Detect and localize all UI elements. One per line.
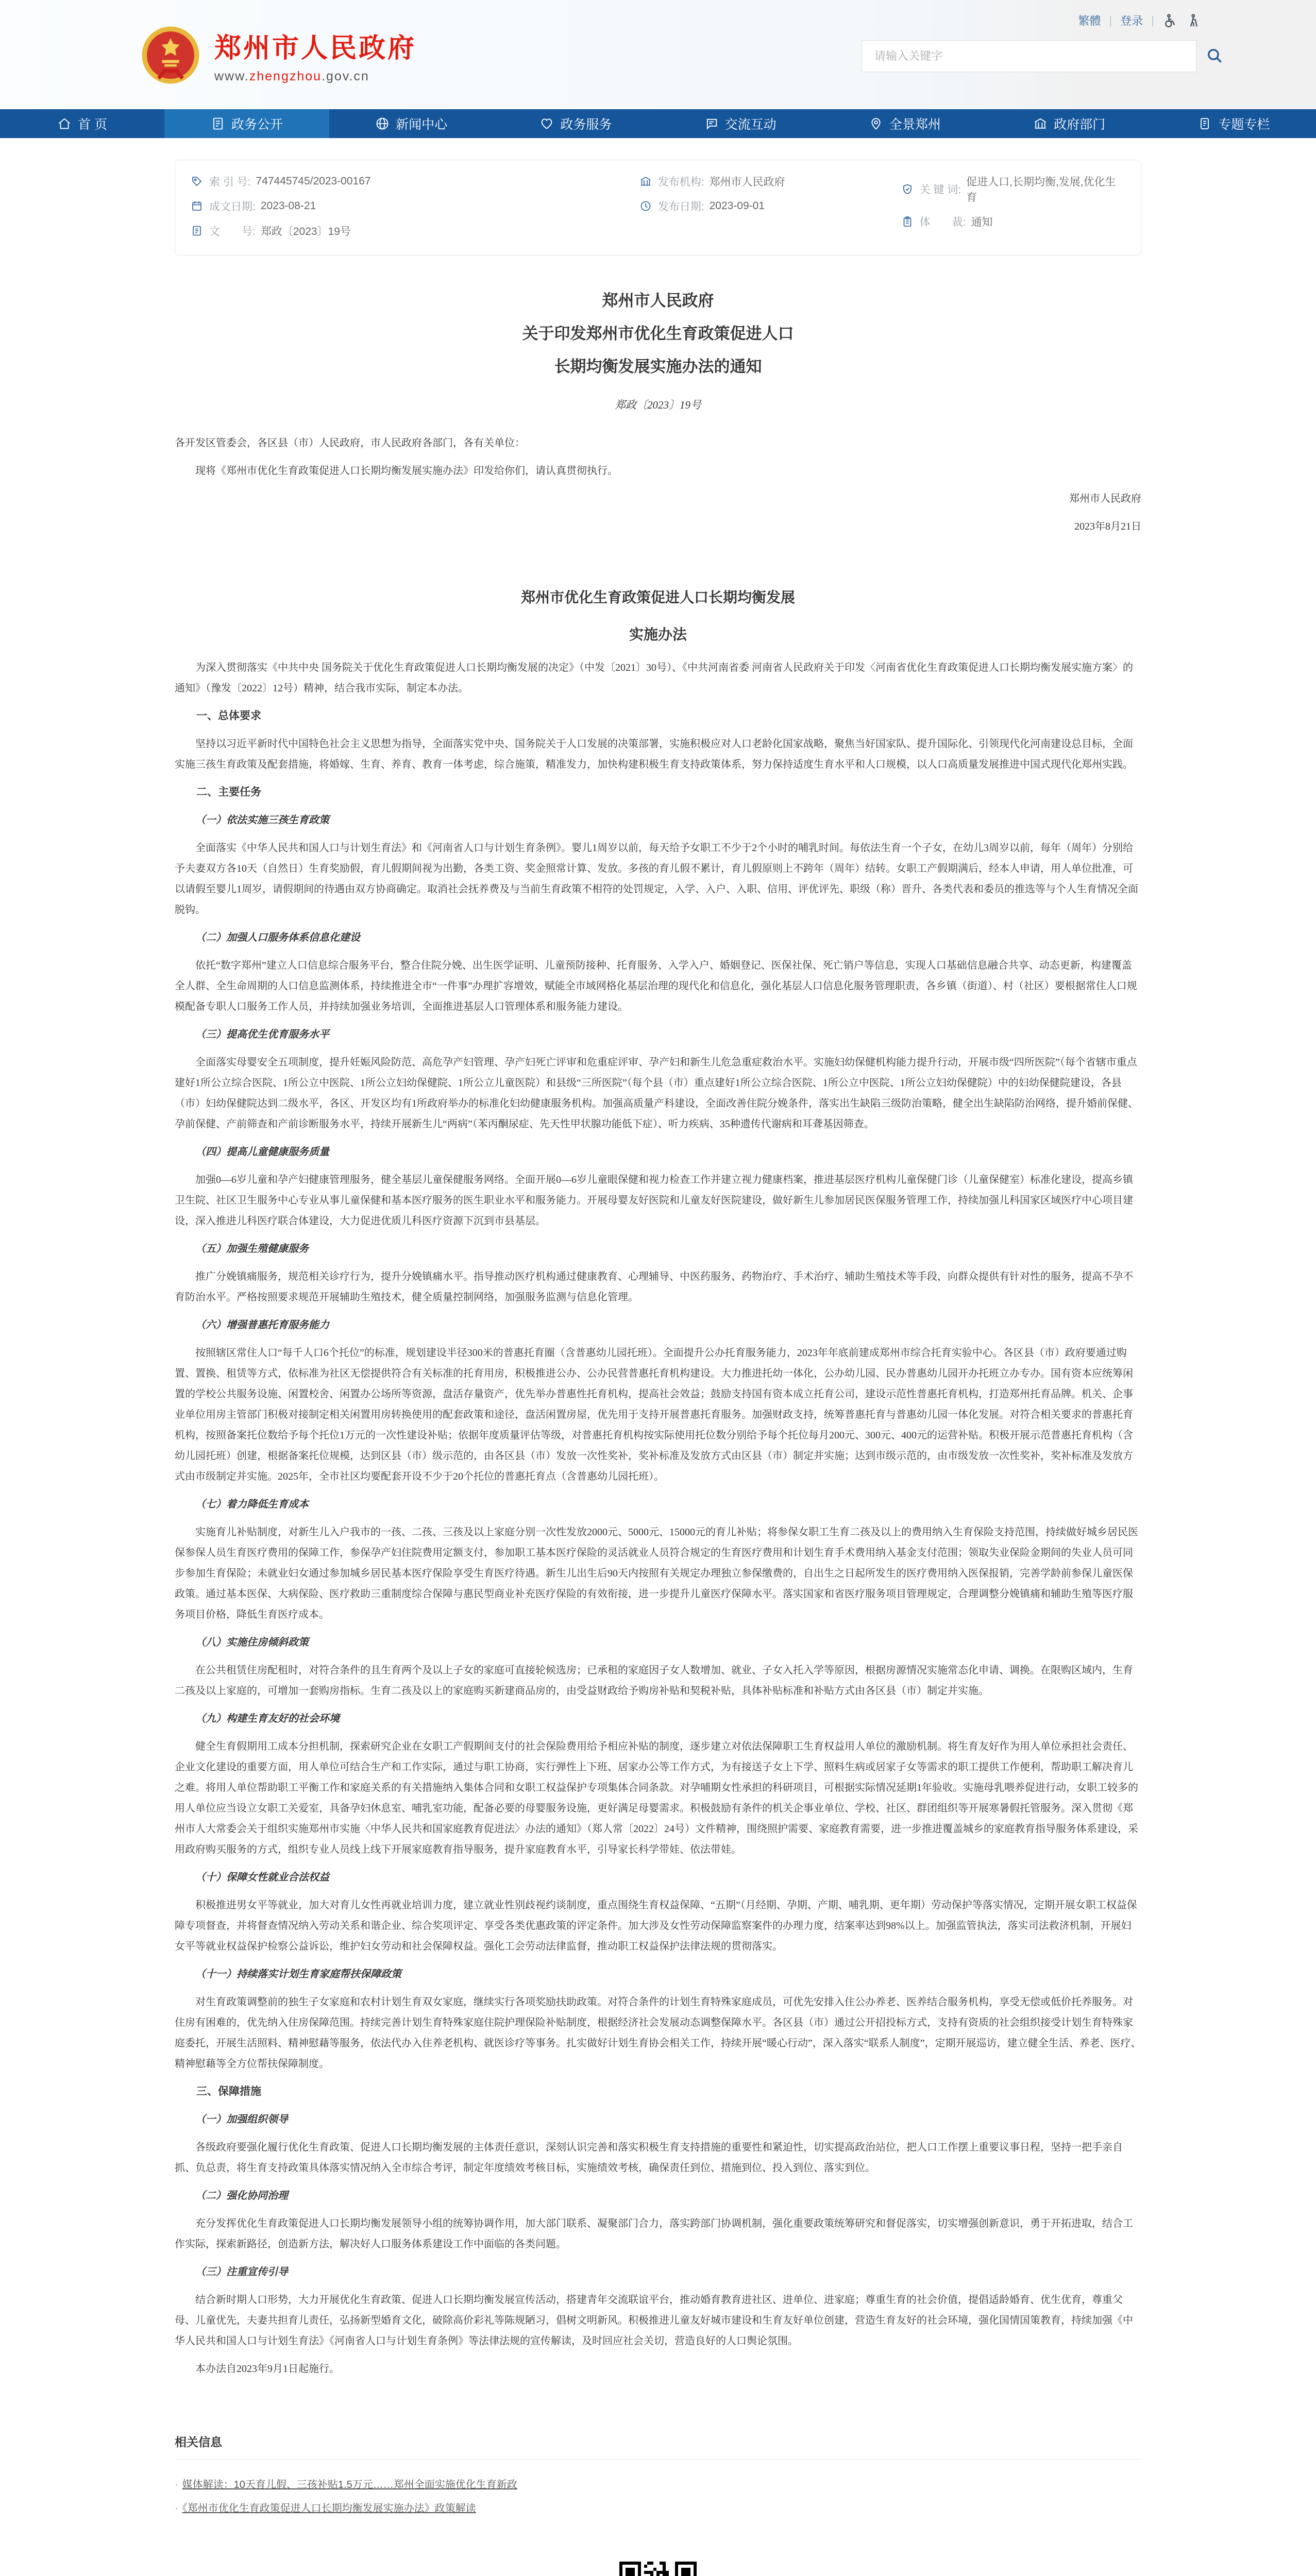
document-title-line: 长期均衡发展实施办法的通知 xyxy=(554,358,762,376)
document-paragraph: （四）提高儿童健康服务质量 xyxy=(195,1146,329,1158)
meta-field-icon xyxy=(191,225,203,237)
nav-item-label: 政务服务 xyxy=(560,117,612,132)
nav-item-label: 专题专栏 xyxy=(1218,117,1270,132)
nav-item-label: 新闻中心 xyxy=(396,117,448,132)
national-emblem-icon xyxy=(140,25,201,86)
document-paragraph: 实施育儿补贴制度，对新生儿入户我市的一孩、二孩、三孩及以上家庭分别一次性发放2000元、5000元、15000元的育儿补贴；将参保女职工生育二孩及以上的费用纳入生育保险支持范围，持续做好城乡居民医保参保人员生育医疗费用的保障工作，参保孕产妇住院费用定额支付，参加职工基本医疗保险的灵活就业人员符合规定的生育医疗费用和计划生育手术费用纳入基金支付范围；领取失业保险金期间的失业人员可同步参加生育保险；未就业妇女通过参加城乡居民基本医疗保险享受生育医疗待遇。新生儿出生后90天内按照有关规定办理独立参保缴费的，自出生之日起所发生的医疗费用纳入医保报销，完善学龄前参保儿童医保政策。通过基本医保、大病保险、医疗救助三重制度综合保障与惠民型商业补充医疗保险的有效衔接，进一步提升儿童医疗保障水平。落实国家和省医疗服务项目管理规定，合理调整分娩镇痛和辅助生殖等医疗服务项目价格，降低生育医疗成本。 xyxy=(175,1527,1138,1620)
document-paragraph: （一）依法实施三孩生育政策 xyxy=(195,815,329,826)
document-paragraph: 2023年8月21日 xyxy=(1074,521,1141,532)
meta-field xyxy=(639,174,901,189)
meta-value: 通知 xyxy=(971,216,993,228)
wheelchair-accessibility-icon[interactable] xyxy=(1162,13,1178,28)
meta-field xyxy=(901,214,1125,229)
nav-item[interactable] xyxy=(0,109,164,138)
document-paragraph: 全面落实母婴安全五项制度，提升妊娠风险防范、高危孕产妇管理、孕产妇死亡评审和危重症评审、孕产妇和新生儿危急重症救治水平。实施妇幼保健机构能力提升行动，开展市级“四所医院”（每个省辖市重点建好1所公立综合医院、1所公立中医院、1所公立妇幼保健院、1所公立儿童医院）和县级“三所医院”（每个县（市）重点建好1所公立综合医院、1所公立中医院、1所公立妇幼保健院）中的妇幼保健院建设，各县（市）妇幼保健院达到二级水平，各区、开发区均有1所政府举办的标准化妇幼健康服务机构。加强高质量产科建设，全面改善住院分娩条件，落实出生缺陷三级防治策略，健全出生缺陷防治网络，提升婚前保健、孕前保健、产前筛查和产前诊断服务水平，持续开展新生儿“两病”（苯丙酮尿症、先天性甲状腺功能低下症）、听力疾病、35种遗传代谢病和耳聋基因筛查。 xyxy=(175,1057,1138,1130)
nav-item-label: 政府部门 xyxy=(1054,117,1106,132)
nav-item[interactable] xyxy=(1152,109,1316,138)
nav-item-icon xyxy=(869,116,883,131)
related-link[interactable]: 媒体解读：10天育儿假、三孩补贴1.5万元……郑州全面实施优化生育新政 xyxy=(182,2479,517,2490)
document-paragraph: 一、总体要求 xyxy=(196,710,261,722)
nav-item-label: 全景郑州 xyxy=(889,117,941,132)
meta-field-icon xyxy=(191,175,203,188)
document-paragraph: （二）加强人口服务体系信息化建设 xyxy=(195,932,360,943)
document-paragraph: 结合新时期人口形势，大力开展优化生育政策、促进人口长期均衡发展宣传活动，搭建青年交流联谊平台，推动婚育教育进社区、进单位、进家庭；尊重生育的社会价值，提倡适龄婚育、优生优育，尊重父母、儿童优先，夫妻共担育儿责任，弘扬新型婚育文化，破除高价彩礼等陈规陋习，倡树文明新风。积极推进儿童友好城市建设和生育友好单位创建，营造生育友好的社会环境，强化国情国策教育，持续加强《中华人民共和国人口与计划生育法》《河南省人口与计划生育条例》等法律法规的宣传解读，及时回应社会关切，营造良好的人口舆论氛围。 xyxy=(175,2294,1133,2347)
bullet: · xyxy=(175,2479,178,2490)
meta-field-icon xyxy=(191,200,203,212)
site-name: 郑州市人民政府 xyxy=(214,34,417,63)
document-paragraph: （三）注重宣传引导 xyxy=(195,2266,288,2278)
document-title-line: 关于印发郑州市优化生育政策促进人口 xyxy=(522,325,794,343)
related-info-heading: 相关信息 xyxy=(175,2433,1141,2460)
nav-item-icon xyxy=(57,116,72,131)
document-paragraph: 各开发区管委会，各区县（市）人民政府，市人民政府各部门，各有关单位： xyxy=(175,437,525,449)
meta-label: 关 键 词: xyxy=(919,184,961,196)
traditional-chinese-link[interactable]: 繁體 xyxy=(1078,14,1101,27)
content xyxy=(175,160,1141,2576)
related-link-item xyxy=(175,2473,1141,2497)
document-article xyxy=(175,284,1141,2402)
meta-value: 2023-09-01 xyxy=(709,200,765,212)
document-paragraph: 二、主要任务 xyxy=(196,786,261,798)
document-body xyxy=(175,433,1141,2402)
meta-field xyxy=(191,174,639,189)
utility-bar xyxy=(1078,12,1202,28)
nav-item-icon xyxy=(704,116,719,131)
meta-label: 发布日期: xyxy=(657,201,704,213)
document-paragraph: 本办法自2023年9月1日起施行。 xyxy=(195,2363,340,2375)
search-input[interactable] xyxy=(862,40,1196,72)
document-paragraph: （十一）持续落实计划生育家庭帮扶保障政策 xyxy=(195,1969,401,1980)
site-url: www.zhengzhou.gov.cn xyxy=(214,69,369,83)
document-paragraph: （三）提高优生优育服务水平 xyxy=(195,1029,329,1040)
document-paragraph: 推广分娩镇痛服务，规范相关诊疗行为，提升分娩镇痛水平。指导推动医疗机构通过健康教育、心理辅导、中医药服务、药物治疗、手术治疗、辅助生殖技术等手段，向群众提供有针对性的服务，提高不孕不育防治水平。严格按照要求规范开展辅助生殖技术，健全质量控制网络，加强服务监测与信息化管理。 xyxy=(175,1271,1133,1303)
document-paragraph: 郑州市优化生育政策促进人口长期均衡发展 xyxy=(520,590,795,606)
divider: | xyxy=(1151,13,1154,27)
bullet: · xyxy=(175,2503,178,2514)
meta-value: 2023-08-21 xyxy=(260,200,316,212)
qr-section xyxy=(175,2562,1141,2576)
meta-label: 体 裁: xyxy=(919,216,966,228)
meta-value: 郑政〔2023〕19号 xyxy=(260,226,351,238)
nav-item-label: 首 页 xyxy=(78,117,108,132)
site-banner xyxy=(0,0,1316,109)
nav-item[interactable] xyxy=(329,109,494,138)
document-paragraph: （七）着力降低生育成本 xyxy=(195,1499,309,1510)
document-paragraph: （六）增强普惠托育服务能力 xyxy=(195,1319,329,1331)
meta-field xyxy=(191,223,639,239)
nav-item[interactable] xyxy=(494,109,658,138)
document-paragraph: （十）保障女性就业合法权益 xyxy=(195,1872,329,1883)
search-button[interactable] xyxy=(1196,40,1233,72)
document-paragraph: 实施办法 xyxy=(629,627,687,643)
divider: | xyxy=(1109,13,1112,27)
document-number: 郑政〔2023〕19号 xyxy=(615,399,701,411)
meta-value: 郑州市人民政府 xyxy=(709,176,785,188)
meta-label: 文 号: xyxy=(209,226,256,238)
meta-field-icon xyxy=(901,183,914,195)
document-paragraph: 全面落实《中华人民共和国人口与计划生育法》和《河南省人口与计划生育条例》。婴儿1周岁以前，每天给予女职工不少于2个小时的哺乳时间。每依法生育一个子女，在幼儿3周岁以前，每年（周年）分别给予夫妻双方各10天（自然日）生育奖励假，育儿假期间视为出勤，各类工资、奖金照常计算、发放。多孩的育儿假不累计，育儿假原则上不跨年（周年）结转。女职工产假期满后，经本人申请，用人单位批准，可以请假至婴儿1周岁，请假期间的待遇由双方协商确定。取消社会抚养费及与当前生育政策不相符的处罚规定，入学、入户、入职、信用、评优评先、职级（称）晋升、各类代表和委员的推选等与个人生育情况全面脱钩。 xyxy=(175,842,1138,916)
nav-item-icon xyxy=(1033,116,1048,131)
document-paragraph: 在公共租赁住房配租时，对符合条件的且生育两个及以上子女的家庭可直接轮候选房；已承租的家庭因子女人数增加、就业、子女入托入学等原因，根据房源情况实施常态化申请、调换。在限购区域内，生育二孩及以上家庭的，可增加一套购房指标。生育二孩及以上的家庭购买新建商品房的，由受益财政给予购房补贴和契税补贴，具体补贴标准和补贴方式由各区县（市）制定并实施。 xyxy=(175,1665,1133,1697)
related-info xyxy=(175,2433,1141,2520)
document-paragraph: 对生育政策调整前的独生子女家庭和农村计划生育双女家庭，继续实行各项奖励扶助政策。对符合条件的计划生育特殊家庭成员，可优先安排入住公办养老、医养结合服务机构，享受无偿或低价托养服务。对住房有困难的，优先纳入住房保障范围。持续完善计划生育特殊家庭住院护理保险补贴制度，根据经济社会发展动态调整保障水平。各区县（市）通过公开招投标方式，支持有资质的社会组织接受计划生育特殊家庭委托，开展生活照料、精神慰藉等服务，依法代办入住养老机构、就医诊疗等事务。扎实做好计划生育协会相关工作，持续开展“暖心行动”，深入落实“联系人制度”，定期开展巡访，建立健全生活、养老、医疗、精神慰藉等全方位帮扶保障制度。 xyxy=(175,1996,1141,2070)
document-paragraph: 依托“数字郑州”建立人口信息综合服务平台，整合住院分娩、出生医学证明、儿童预防接种、托育服务、入学入户、婚姻登记、医保社保、死亡销户等信息，实现人口基础信息融合共享、动态更新，构建覆盖全人群、全生命周期的人口信息监测体系，持续推进全市“一件事”办理扩容增效，赋能全市域网格化基层治理的现代化和信息化，强化基层人口信息化服务管理职责，各乡镇（街道）、村（社区）要根据常住人口规模配备专职人口服务工作人员，并持续加强业务培训，全面推进基层人口管理体系和服务能力建设。 xyxy=(175,960,1137,1012)
document-paragraph: 积极推进男女平等就业，加大对育儿女性再就业培训力度，建立就业性别歧视约谈制度，重点围绕生育权益保障、“五期”（月经期、孕期、产期、哺乳期、更年期）劳动保护等落实情况，定期开展女职工权益保障专项督查，并将督查情况纳入劳动关系和谐企业、综合奖项评定、享受各类优惠政策的评定条件。加大涉及女性劳动保障监察案件的办理力度，结案率达到98%以上。加强监管执法，落实司法救济机制，开展妇女平等就业权益保护检察公益诉讼，维护妇女劳动和社会保障权益。强化工会劳动法律监督，推动职工权益保护法律法规的贯彻落实。 xyxy=(175,1900,1137,1952)
document-title xyxy=(175,284,1141,383)
nav-item-label: 交流互动 xyxy=(724,117,777,132)
document-paragraph: 按照辖区常住人口“每千人口6个托位”的标准，规划建设半径300米的普惠托育圈（含普惠幼儿园托班）。全面提升公办托育服务能力，2023年年底前建成郑州市综合托育实验中心。各区县（市）政府要通过购置、置换、租赁等方式，依标准为社区无偿提供符合有关标准的托育用房，积极推进公办、公办民营普惠托育机构建设。大力推进托幼一体化，公办幼儿园、民办普惠幼儿园开办托班立办专办。国有资本应统筹闲置的学校公共服务设施、闲置校舍、闲置办公场所等资源，盘活存量资产，优先举办普惠性托育机构，提高社会效益；鼓励支持国有资本成立托育公司，建设示范性普惠托育机构，打造郑州托育品牌。机关、企事业单位用房主管部门积极对接制定相关闲置用房转换使用的配套政策和途径，盘活闲置房屋，优先用于支持开展普惠托育服务。加强财政支持，统筹普惠托育与普惠幼儿园一体化发展。对符合相关要求的普惠托育机构，按照备案托位数给予每个托位1万元的一次性建设补贴；依据年度质量评估等级，对普惠托育机构按实际使用托位数分别给予每个托位每月200元、300元、400元的运营补贴。积极开展示范普惠托育机构（含幼儿园托班）创建，根据备案托位规模，达到区县（市）级示范的，由各区县（市）发放一次性奖补，奖补标准及发放方式由区县（市）制定并实施；达到市级示范的，由市级发放一次性奖补，奖补标准及发放方式由市级制定并实施。2025年，全市社区均要配套开设不少于20个托位的普惠托育点（含普惠幼儿园托班）。 xyxy=(175,1347,1133,1482)
document-metadata xyxy=(175,160,1141,256)
document-paragraph: 三、保障措施 xyxy=(196,2086,261,2097)
nav-item-label: 政务公开 xyxy=(231,117,283,132)
nav-item[interactable] xyxy=(658,109,822,138)
meta-value: 747445745/2023-00167 xyxy=(256,175,371,187)
search-bar xyxy=(862,40,1233,72)
related-link-item xyxy=(175,2497,1141,2520)
meta-label: 索 引 号: xyxy=(209,176,251,188)
qr-code xyxy=(619,2562,697,2576)
document-paragraph: （一）加强组织领导 xyxy=(195,2114,288,2125)
elderly-accessibility-icon[interactable] xyxy=(1186,13,1202,28)
document-title-line: 郑州市人民政府 xyxy=(602,292,714,310)
document-paragraph: （二）强化协同治理 xyxy=(195,2190,288,2201)
meta-field-icon xyxy=(639,200,652,212)
meta-label: 成文日期: xyxy=(209,201,256,213)
nav-item-icon xyxy=(1197,116,1212,131)
document-paragraph: （五）加强生殖健康服务 xyxy=(195,1243,309,1255)
nav-item-icon xyxy=(375,116,390,131)
document-paragraph: 郑州市人民政府 xyxy=(1069,493,1141,504)
document-paragraph: （八）实施住房倾斜政策 xyxy=(195,1637,309,1648)
search-icon xyxy=(1206,47,1223,64)
nav-item[interactable] xyxy=(987,109,1152,138)
login-link[interactable]: 登录 xyxy=(1120,14,1143,27)
meta-value: 促进人口,长期均衡,发展,优化生育 xyxy=(966,176,1116,204)
meta-field-icon xyxy=(901,215,914,228)
meta-label: 发布机构: xyxy=(657,176,704,188)
nav-item-icon xyxy=(539,116,554,131)
meta-field xyxy=(191,198,639,214)
document-paragraph: 为深入贯彻落实《中共中央 国务院关于优化生育政策促进人口长期均衡发展的决定》（中发〔2021〕30号）、《中共河南省委 河南省人民政府关于印发〈河南省优化生育政策促进人口长期均衡发展实施方案〉的通知》（豫发〔2022〕12号）精神，结合我市实际，制定本办法。 xyxy=(175,662,1133,694)
meta-field-icon xyxy=(639,175,652,188)
document-paragraph: 加强0—6岁儿童和孕产妇健康管理服务，健全基层儿童保健服务网络。全面开展0—6岁儿童眼保健和视力检查工作并建立视力健康档案，推进基层医疗机构儿童保健门诊（儿童保健室）标准化建设，提高乡镇卫生院、社区卫生服务中心专业从事儿童保健和基本医疗服务的医生职业水平和服务能力。开展母婴友好医院和儿童友好医院建设，做好新生儿参加居民医保服务管理工作，持续加强儿科国家区域医疗中心项目建设，深入推进儿科医疗联合体建设，大力促进优质儿科医疗资源下沉到市县基层。 xyxy=(175,1174,1133,1227)
nav-item[interactable] xyxy=(164,109,329,138)
document-paragraph: 现将《郑州市优化生育政策促进人口长期均衡发展实施办法》印发给你们，请认真贯彻执行。 xyxy=(195,465,618,477)
meta-field xyxy=(639,198,901,214)
document-paragraph: 充分发挥优化生育政策促进人口长期均衡发展领导小组的统筹协调作用，加大部门联系、凝聚部门合力，落实跨部门协调机制，强化重要政策统筹研究和督促落实，切实增强创新意识，勇于开拓进取，结合工作实际，探索新路径，创造新方法，解决好人口服务体系建设工作中面临的各类问题。 xyxy=(175,2218,1133,2250)
related-link[interactable]: 《郑州市优化生育政策促进人口长期均衡发展实施办法》政策解读 xyxy=(182,2503,476,2514)
nav-item[interactable] xyxy=(822,109,987,138)
site-logo[interactable] xyxy=(140,25,416,86)
main-nav xyxy=(0,109,1316,138)
nav-item-icon xyxy=(211,116,225,131)
document-paragraph: 坚持以习近平新时代中国特色社会主义思想为指导，全面落实党中央、国务院关于人口发展的决策部署，实施积极应对人口老龄化国家战略，聚焦当好国家队、提升国际化、引领现代化河南建设总目标，全面实施三孩生育政策及配套措施，将婚嫁、生育、养育、教育一体考虑，综合施策，精准发力，加快构建积极生育支持政策体系，努力保持适度生育水平和人口规模，以人口高质量发展推进中国式现代化郑州实践。 xyxy=(175,738,1133,770)
document-paragraph: （九）构建生育友好的社会环境 xyxy=(195,1713,340,1724)
document-paragraph: 健全生育假期用工成本分担机制，探索研究企业在女职工产假期间支付的社会保险费用给予相应补贴的制度，逐步建立对依法保障职工生育权益用人单位的激励机制。将生育友好作为用人单位承担社会责任、企业文化建设的重要方面，用人单位可结合生产和工作实际，通过与职工协商，实行弹性上下班、居家办公等工作方式，为有接送子女上下学、照料生病或居家子女等需求的职工提供工作便利，帮助职工解决育儿之难。将用人单位帮助职工平衡工作和家庭关系的有关措施纳入集体合同和女职工权益保护专项集体合同条款。对孕哺期女性承担的科研项目，可根据实际情况延期1年验收。实施母乳喂养促进行动，女职工较多的用人单位应当设立女职工关爱室，具备孕妇休息室、哺乳室功能，配备必要的母婴服务设施，更好满足母婴需求。积极鼓励有条件的机关企事业单位、学校、社区、群团组织等开展寒暑假托管服务。深入贯彻《郑州市人大常委会关于组织实施郑州市实施〈中华人民共和国家庭教育促进法〉办法的通知》（郑人常〔2022〕24号）文件精神，围绕照护需要、家庭教育需要，进一步推进覆盖城乡的家庭教育指导服务体系建设，采用政府购买服务的方式，组织专业人员线上线下开展家庭教育指导服务，提升家庭教育水平，引导家长科学带娃、依法带娃。 xyxy=(175,1741,1138,1855)
document-paragraph: 各级政府要强化履行优化生育政策、促进人口长期均衡发展的主体责任意识，深刻认识完善和落实积极生育支持措施的重要性和紧迫性，切实提高政治站位，把人口工作摆上重要议事日程，坚持一把手亲自抓、负总责，将生育支持政策具体落实情况纳入全市综合考评，制定年度绩效考核目标，实施绩效考核，确保责任到位、措施到位、投入到位、落实到位。 xyxy=(175,2142,1123,2174)
meta-field xyxy=(901,174,1125,205)
